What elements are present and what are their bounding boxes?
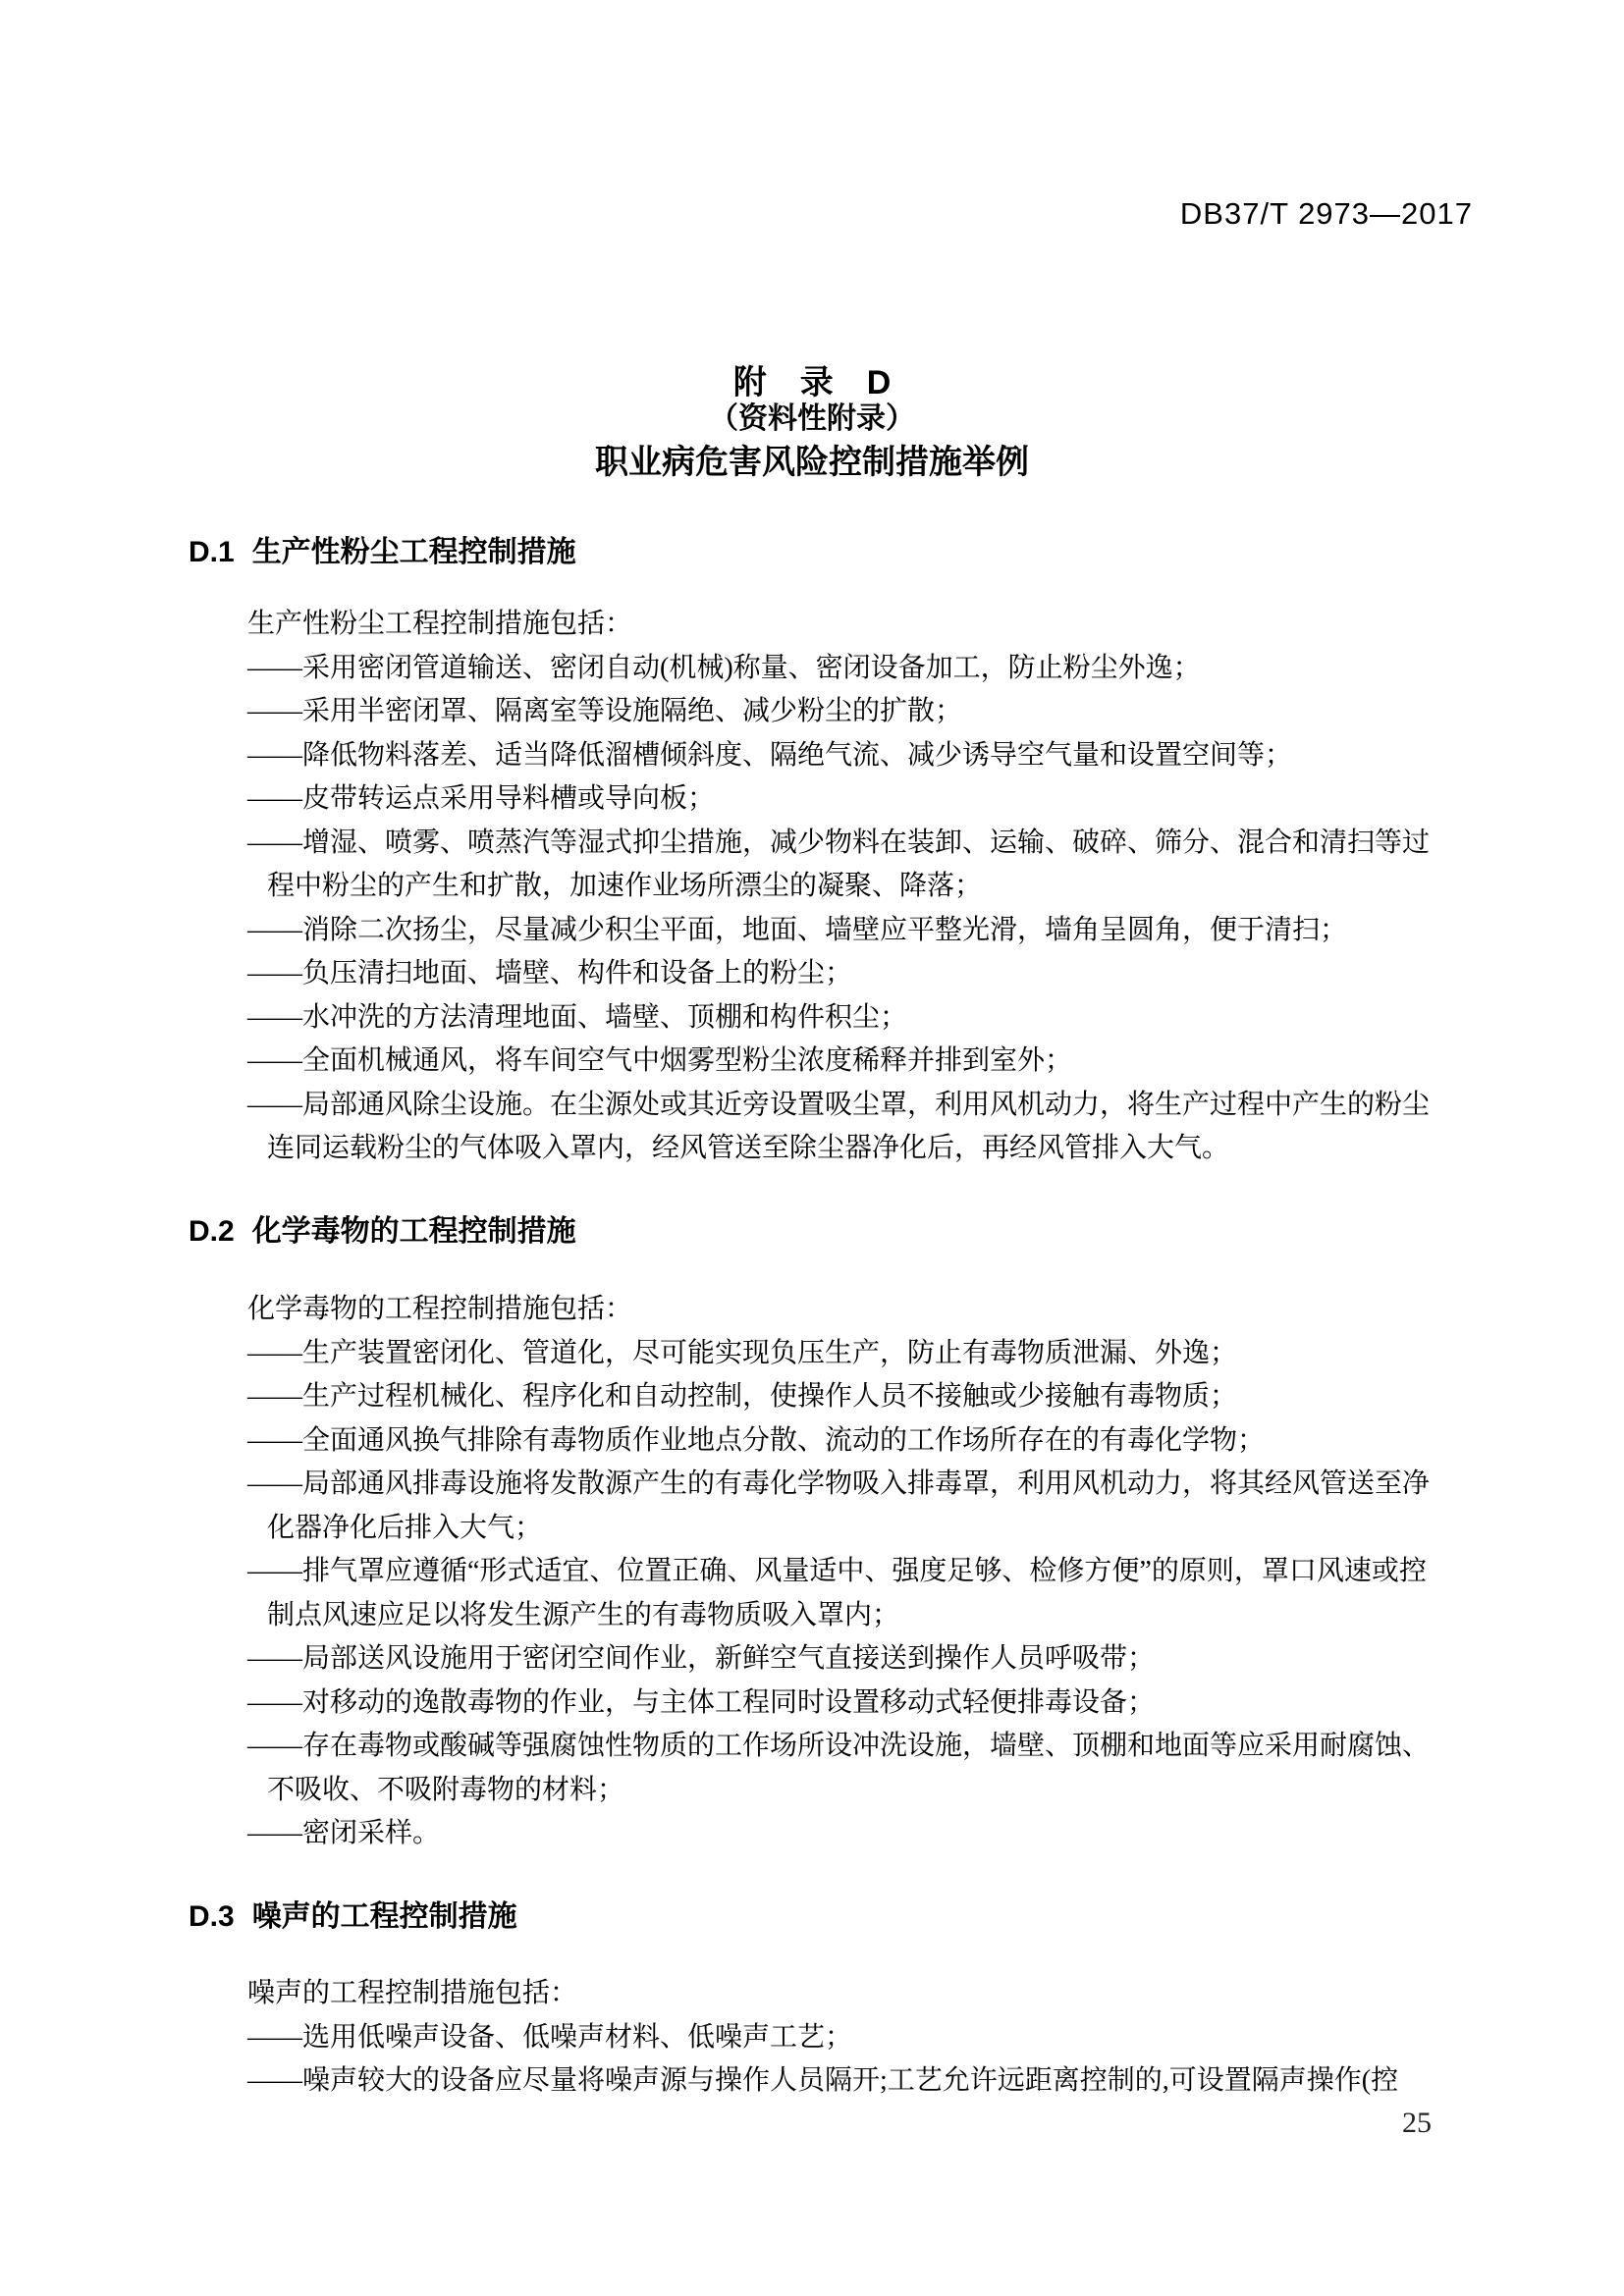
paragraph-intro: 化学毒物的工程控制措施包括： — [247, 1294, 633, 1324]
paragraph-intro: 噪声的工程控制措施包括： — [247, 1978, 578, 2008]
list-item: ——全面机械通风，将车间空气中烟雾型粉尘浓度稀释并排到室外； — [247, 1045, 1073, 1076]
section-title: 化学毒物的工程控制措施 — [251, 1215, 576, 1248]
list-item: ——全面通风换气排除有毒物质作业地点分散、流动的工作场所存在的有毒化学物； — [247, 1424, 1266, 1456]
list-item: ——对移动的逸散毒物的作业，与主体工程同时设置移动式轻便排毒设备； — [247, 1686, 1156, 1718]
page-number: 25 — [1402, 2107, 1432, 2139]
list-item: ——采用半密闭罩、隔离室等设施隔绝、减少粉尘的扩散； — [247, 696, 963, 726]
list-item-continuation: 连同运载粉尘的气体吸入罩内，经风管送至除尘器净化后，再经风管排入大气。 — [267, 1133, 1230, 1163]
list-item: ——选用低噪声设备、低噪声材料、低噪声工艺； — [247, 2021, 853, 2053]
list-item: ——消除二次扬尘，尽量减少积尘平面，地面、墙壁应平整光滑，墙角呈圆角，便于清扫； — [247, 914, 1348, 945]
list-item: ——排气罩应遵循“形式适宜、位置正确、风量适中、强度足够、检修方便”的原则，罩口风速或控 — [247, 1556, 1427, 1586]
section-body-d3 — [247, 1972, 1426, 2104]
appendix-title: 附 录 D — [732, 364, 892, 401]
section-number: D.1 — [189, 536, 235, 568]
appendix-subtitle: （资料性附录） — [709, 402, 915, 435]
list-item: ——水冲洗的方法清理地面、墙壁、顶棚和构件积尘； — [247, 1001, 908, 1033]
list-item: ——局部通风排毒设施将发散源产生的有毒化学物吸入排毒罩，利用风机动力，将其经风管送至净 — [247, 1468, 1431, 1499]
list-item: ——增湿、喷雾、喷蒸汽等湿式抑尘措施，减少物料在装卸、运输、破碎、筛分、混合和清扫等过 — [247, 827, 1431, 858]
appendix-name: 职业病危害风险控制措施举例 — [595, 444, 1029, 481]
list-item: ——噪声较大的设备应尽量将噪声源与操作人员隔开;工艺允许远距离控制的,可设置隔声操作(控 — [247, 2065, 1399, 2096]
list-item-continuation: 程中粉尘的产生和扩散，加速作业场所漂尘的凝聚、降落； — [267, 871, 983, 901]
list-item: ——采用密闭管道输送、密闭自动(机械)称量、密闭设备加工，防止粉尘外逸； — [247, 652, 1201, 683]
list-item: ——存在毒物或酸碱等强腐蚀性物质的工作场所设冲洗设施，墙壁、顶棚和地面等应采用耐腐蚀、 — [247, 1731, 1431, 1761]
section-title: 噪声的工程控制措施 — [251, 1900, 517, 1933]
section-number: D.2 — [189, 1215, 235, 1248]
list-item: ——局部送风设施用于密闭空间作业，新鲜空气直接送到操作人员呼吸带； — [247, 1643, 1156, 1674]
section-heading-d2 — [189, 1206, 576, 1250]
section-heading-d1 — [189, 527, 576, 570]
section-body-d1 — [247, 603, 1431, 1171]
section-title: 生产性粉尘工程控制措施 — [251, 536, 576, 568]
list-item-continuation: 制点风速应足以将发生源产生的有毒物质吸入罩内； — [267, 1599, 900, 1630]
list-item: ——局部通风除尘设施。在尘源处或其近旁设置吸尘罩，利用风机动力，将生产过程中产生的粉尘 — [247, 1089, 1431, 1120]
list-item: ——生产装置密闭化、管道化，尽可能实现负压生产，防止有毒物质泄漏、外逸； — [247, 1337, 1238, 1368]
section-number: D.3 — [189, 1900, 235, 1933]
list-item: ——负压清扫地面、墙壁、构件和设备上的粉尘； — [247, 958, 853, 988]
list-item: ——生产过程机械化、程序化和自动控制，使操作人员不接触或少接触有毒物质； — [247, 1381, 1238, 1412]
list-item-continuation: 化器净化后排入大气； — [267, 1512, 543, 1543]
list-item-continuation: 不吸收、不吸附毒物的材料； — [267, 1774, 625, 1805]
list-item: ——密闭采样。 — [247, 1818, 441, 1848]
list-item: ——皮带转运点采用导料槽或导向板； — [247, 783, 716, 814]
section-body-d2 — [247, 1288, 1431, 1856]
list-item: ——降低物料落差、适当降低溜槽倾斜度、隔绝气流、减少诱导空气量和设置空间等； — [247, 739, 1293, 771]
standard-number: DB37/T 2973—2017 — [1179, 196, 1473, 231]
section-heading-d3 — [189, 1892, 517, 1935]
paragraph-intro: 生产性粉尘工程控制措施包括： — [247, 609, 633, 639]
